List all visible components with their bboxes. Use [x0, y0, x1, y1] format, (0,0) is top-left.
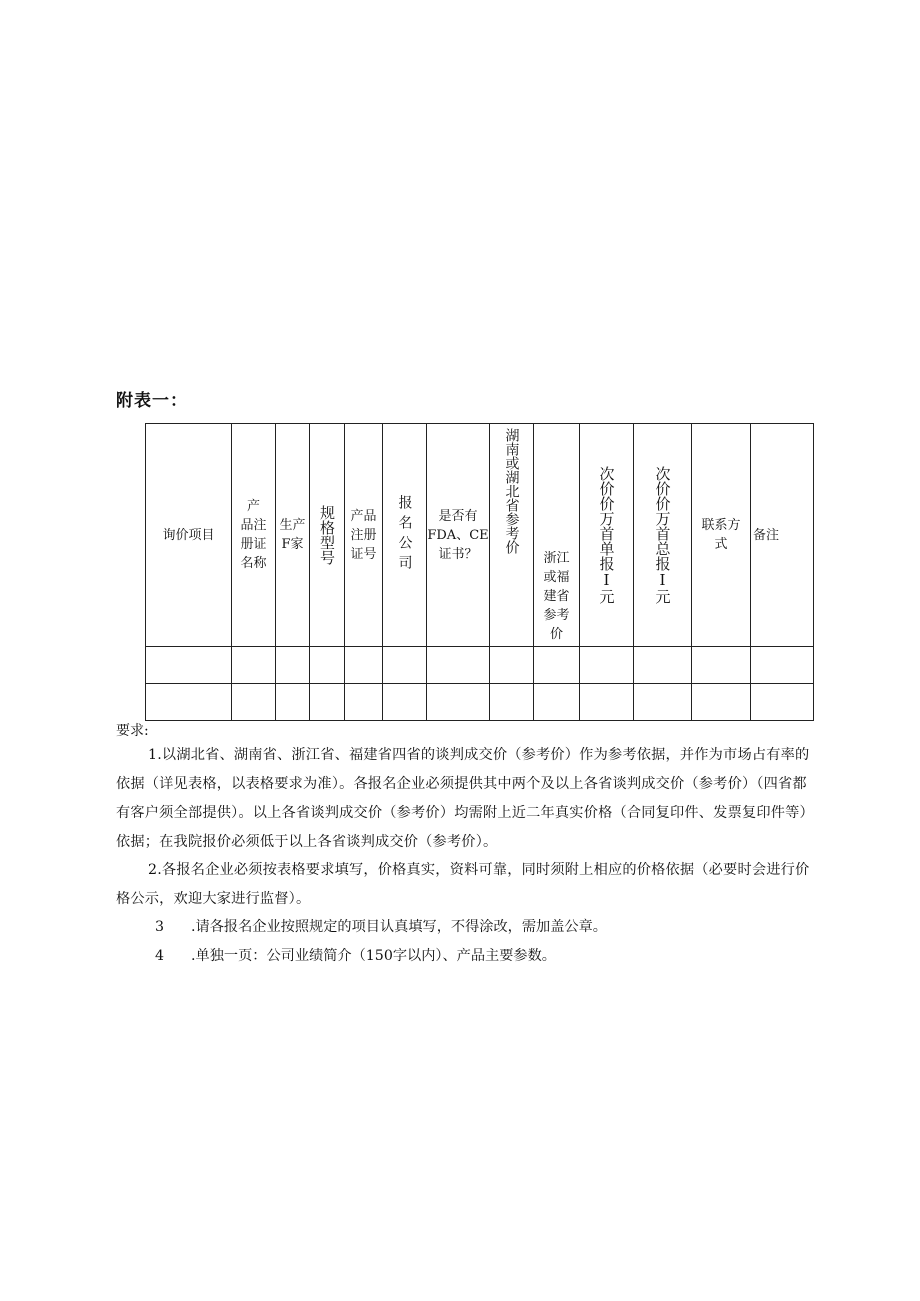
table-cell[interactable] — [580, 647, 634, 684]
page-title: 附表一： — [116, 391, 188, 411]
requirement-item-2: 2.各报名企业必须按表格要求填写，价格真实，资料可靠，同时须附上相应的价格依据（必要时会进行价格公示，欢迎大家进行监督）。 — [116, 862, 810, 907]
table-cell[interactable] — [751, 684, 814, 721]
table-cell[interactable] — [427, 684, 490, 721]
table-cell[interactable] — [276, 647, 310, 684]
table-cell[interactable] — [634, 684, 692, 721]
table-cell[interactable] — [232, 647, 276, 684]
requirements-label: 要求: — [116, 723, 149, 739]
table-cell[interactable] — [276, 684, 310, 721]
price-inquiry-table — [145, 423, 814, 721]
table-cell[interactable] — [534, 647, 580, 684]
header-first-unit-price: 次价价万首单报I元 — [580, 424, 634, 647]
header-inquiry-item: 询价项目 — [146, 424, 232, 647]
table-cell[interactable] — [383, 684, 427, 721]
table-cell[interactable] — [751, 647, 814, 684]
table-cell[interactable] — [146, 684, 232, 721]
requirement-item-4-text: .单独一页：公司业绩简介（150字以内）、产品主要参数。 — [191, 948, 556, 964]
table-cell[interactable] — [580, 684, 634, 721]
table-cell[interactable] — [427, 647, 490, 684]
table-cell[interactable] — [490, 647, 534, 684]
requirement-item-3-number: 3 — [155, 919, 165, 935]
header-spec-model: 规格型号 — [310, 424, 345, 647]
requirement-item-3 — [155, 913, 607, 942]
header-zhejiang-fujian-price: 浙江 或福 建省 参考 价 — [534, 424, 580, 647]
header-applicant-company: 报名公司 — [383, 424, 427, 647]
header-hunan-hubei-price: 湖南或湖北省参考价 — [490, 424, 534, 647]
requirement-item-4-number: 4 — [155, 948, 165, 964]
header-fda-ce-certificate: 是否有 FDA、CE 证书？ — [427, 424, 490, 647]
header-contact: 联系方 式 — [692, 424, 751, 647]
table-cell[interactable] — [310, 684, 345, 721]
table-cell[interactable] — [490, 684, 534, 721]
table-cell[interactable] — [383, 647, 427, 684]
table-cell[interactable] — [534, 684, 580, 721]
table-cell[interactable] — [232, 684, 276, 721]
table-row — [146, 647, 814, 684]
table-cell[interactable] — [692, 684, 751, 721]
table-cell[interactable] — [345, 684, 383, 721]
table-cell[interactable] — [310, 647, 345, 684]
header-first-total-price: 次价价万首总报I元 — [634, 424, 692, 647]
table-cell[interactable] — [146, 647, 232, 684]
requirement-item-4 — [155, 942, 556, 971]
requirement-item-3-text: .请各报名企业按照规定的项目认真填写，不得涂改，需加盖公章。 — [191, 919, 607, 935]
requirement-item-1: 1.以湖北省、湖南省、浙江省、福建省四省的谈判成交价（参考价）作为参考依据，并作为市场占有率的依据（详见表格，以表格要求为准）。各报名企业必须提供其中两个及以上各省谈判成交价（参考价）（四省都有客户须全部提供）。以上各省谈判成交价（参考价）均需附上近二年真实价格（合同复印件、发票复印件等）依据；在我院报价必须低于以上各省谈判成交价（参考价）。 — [116, 747, 810, 850]
header-registration-number: 产品 注册 证号 — [345, 424, 383, 647]
table-cell[interactable] — [692, 647, 751, 684]
table-header-row — [146, 424, 814, 647]
table-row — [146, 684, 814, 721]
header-remarks: 备注 — [751, 424, 814, 647]
table-cell[interactable] — [345, 647, 383, 684]
table-cell[interactable] — [634, 647, 692, 684]
header-registration-name: 产 品注 册证 名称 — [232, 424, 276, 647]
header-manufacturer: 生产F家 — [276, 424, 310, 647]
